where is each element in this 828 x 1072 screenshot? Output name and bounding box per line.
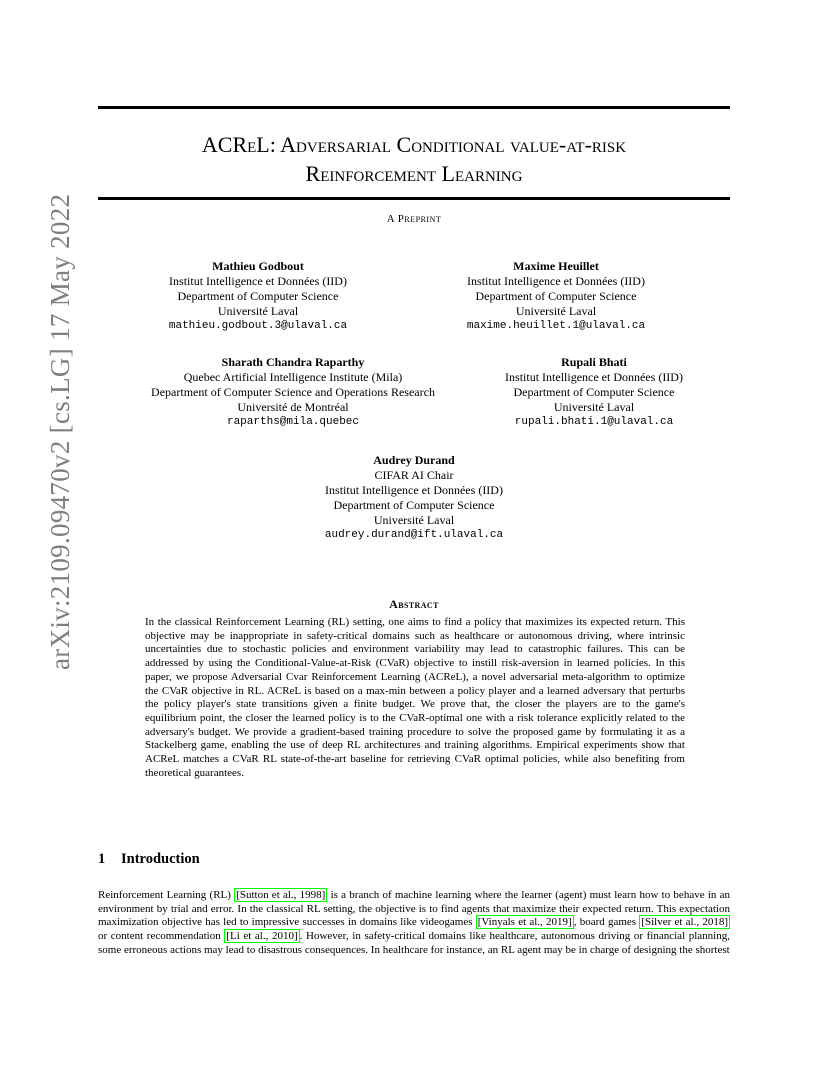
author-affiliation: Université de Montréal [237,400,349,414]
author-email[interactable]: raparths@mila.quebec [226,416,360,428]
author-name: Mathieu Godbout [212,259,304,273]
author-affiliation: Université Laval [217,304,299,318]
author-affiliation: Department of Computer Science [177,289,339,303]
author-affiliation: Quebec Artificial Intelligence Institute (Mila) [183,370,403,384]
author-affiliation: Institut Intelligence et Données (IID) [467,274,645,288]
citation-link[interactable]: [Sutton et al., 1998] [236,889,326,901]
introduction-paragraph [98,889,730,958]
author-name: Audrey Durand [373,453,455,467]
intro-text: Reinforcement Learning (RL) [98,889,235,901]
author-affiliation: Université Laval [553,400,635,414]
paper-title [98,130,730,188]
author-email[interactable]: mathieu.godbout.3@ulaval.ca [168,320,348,332]
author-name: Sharath Chandra Raparthy [221,355,365,369]
citation-link[interactable]: [Li et al., 2010] [226,930,298,943]
author-affiliation: Université Laval [373,513,455,527]
author-affiliation: Institut Intelligence et Données (IID) [169,274,347,288]
intro-text: . However, in safety-critical domains like healthcare, autonomous driving or financial planning, some erroneous actions may lead to disastrous consequences. In healthcare for instance, an RL agent may be in charge of designing the shortest [98,930,730,956]
author-name: Maxime Heuillet [513,259,599,273]
intro-text: , board games [573,916,640,929]
author-email[interactable]: maxime.heuillet.1@ulaval.ca [466,320,646,332]
author-affiliation: Institut Intelligence et Données (IID) [505,370,683,384]
author-block [138,259,378,334]
author-block [126,355,460,430]
author-email[interactable]: rupali.bhati.1@ulaval.ca [514,416,674,428]
author-affiliation: Department of Computer Science [333,498,495,512]
title-top-rule [98,106,730,109]
intro-text: is a branch of machine learning where the learner (agent) must learn how to behave in an environment by trial and error. In the classical RL setting, the objective is to find agents that maximize their expected return. This expectation maximization objective has led to impressive successes in domains like videogames [98,889,731,929]
intro-text: or content recommendation [98,930,225,943]
citation-link[interactable]: [Silver et al., 2018] [641,916,728,929]
abstract-text: In the classical Reinforcement Learning (RL) setting, one aims to find a policy that maximizes its expected return. This objective may be inappropriate in safety-critical domains such as healthcare or autonomous driving, where intrinsic uncertainties due to stochastic policies and environment variability may lead to catastrophic failures. This can be addressed by using the Conditional-Value-at-Risk (CVaR) objective to instill risk-aversion in learned policies. In this paper, we propose Adversarial Cvar Reinforcement Learning (ACReL), a novel adversarial meta-algorithm to optimize the CVaR objective in RL. ACReL is based on a max-min between a policy player and a learned adversary that perturbs the policy player's state transitions given a finite budget. We prove that, the closer the players are to the game's equilibrium point, the closer the learned policy is to the CVaR-optimal one with a risk tolerance explicitly related to the adversary's budget. We provide a gradient-based training procedure to solve the proposed game by formulating it as a Stackelberg game, enabling the use of deep RL architectures and training algorithms. Empirical experiments show that ACReL matches a CVaR RL state-of-the-art baseline for retrieving CVaR optimal policies, while also benefiting from theoretical guarantees. [145,616,685,779]
author-affiliation: Department of Computer Science and Operations Research [151,385,435,399]
preprint-label: A Preprint [386,213,442,225]
arxiv-identifier: arXiv:2109.09470v2 [cs.LG] 17 May 2022 [45,193,75,670]
section-heading [98,851,200,868]
author-block [288,453,540,543]
title-line-2: Reinforcement Learning [305,161,523,186]
arxiv-sidebar [20,193,75,670]
author-email[interactable]: audrey.durand@ift.ulaval.ca [324,529,504,541]
section-number: 1 [98,851,106,867]
section-title: Introduction [121,851,200,867]
author-affiliation: Institut Intelligence et Données (IID) [325,483,503,497]
title-line-1: ACReL: Adversarial Conditional value-at-risk [201,132,627,157]
citation-link[interactable]: [Vinyals et al., 2019] [477,916,572,929]
title-bottom-rule [98,197,730,200]
author-affiliation: CIFAR AI Chair [374,468,454,482]
author-name: Rupali Bhati [561,355,627,369]
author-affiliation: Department of Computer Science [475,289,637,303]
author-affiliation: Université Laval [515,304,597,318]
abstract-heading: Abstract [389,597,439,611]
author-block [474,355,714,430]
author-affiliation: Department of Computer Science [513,385,675,399]
author-block [426,259,686,334]
